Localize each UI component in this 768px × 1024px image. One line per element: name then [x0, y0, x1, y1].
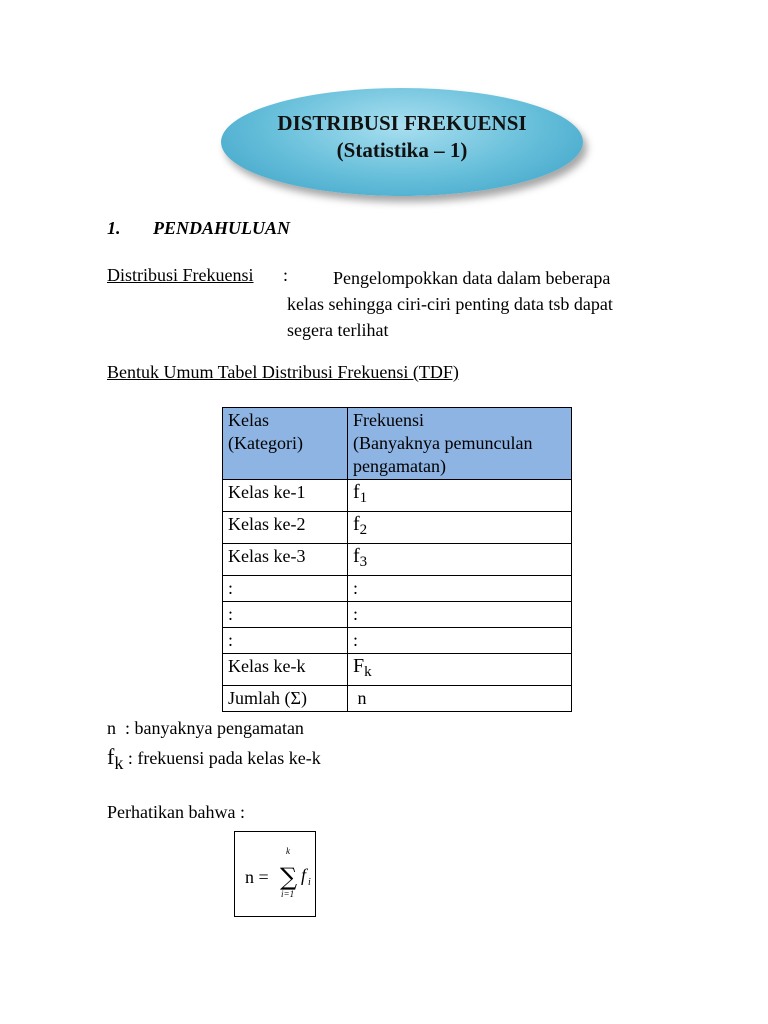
- row-kelas-total: Jumlah (Σ): [223, 686, 348, 712]
- header-frekuensi: [348, 408, 572, 480]
- section-number: 1.: [107, 218, 121, 238]
- row-frekuensi: :: [348, 602, 572, 628]
- note-fk: [107, 744, 321, 774]
- section-heading: [107, 218, 290, 239]
- row-frekuensi: [348, 544, 572, 576]
- header-frekuensi-line2: (Banyaknya pemunculan: [353, 433, 533, 453]
- table-heading: Bentuk Umum Tabel Distribusi Frekuensi (TDF): [107, 362, 459, 382]
- definition-colon: :: [283, 265, 289, 285]
- title-line2: (Statistika – 1): [336, 138, 468, 162]
- frequency-table: [222, 407, 572, 712]
- header-kelas: [223, 408, 348, 480]
- row-kelas: :: [223, 576, 348, 602]
- freq-symbol: F: [353, 655, 365, 677]
- row-kelas: :: [223, 602, 348, 628]
- freq-symbol: f: [353, 545, 360, 567]
- row-kelas: Kelas ke-k: [223, 654, 348, 686]
- freq-subscript: 3: [359, 554, 368, 570]
- formula-term: f: [301, 865, 307, 885]
- formula-term-subscript: i: [308, 877, 311, 888]
- row-frekuensi: :: [348, 576, 572, 602]
- note-n: n : banyaknya pengamatan: [107, 718, 304, 738]
- definition-body: [287, 265, 707, 343]
- freq-symbol: f: [353, 481, 360, 503]
- table-row: [223, 576, 572, 602]
- table-row: [223, 480, 572, 512]
- freq-symbol: f: [353, 513, 360, 535]
- table-row: [223, 512, 572, 544]
- formula-lhs: n =: [245, 867, 269, 887]
- row-frekuensi: :: [348, 628, 572, 654]
- table-row: [223, 654, 572, 686]
- table-row: [223, 628, 572, 654]
- row-frekuensi: [348, 654, 572, 686]
- definition-line3: segera terlihat: [287, 320, 389, 340]
- header-frekuensi-line1: Frekuensi: [353, 410, 424, 430]
- table-row: [223, 544, 572, 576]
- formula-svg: [235, 832, 315, 916]
- row-kelas: Kelas ke-3: [223, 544, 348, 576]
- title-line1: DISTRIBUSI FREKUENSI: [277, 111, 527, 135]
- note-fk-symbol: f: [107, 744, 115, 769]
- table-row-total: [223, 686, 572, 712]
- formula-lower-limit: i=1: [281, 889, 295, 899]
- definition-line1: Pengelompokkan data dalam beberapa: [333, 268, 611, 288]
- freq-subscript: 1: [359, 490, 368, 506]
- note-fk-text: : frekuensi pada kelas ke-k: [123, 748, 321, 768]
- formula-upper-limit: k: [286, 846, 290, 856]
- freq-subscript: 2: [359, 522, 368, 538]
- header-kelas-line1: Kelas: [228, 410, 269, 430]
- attention-text: Perhatikan bahwa :: [107, 802, 245, 822]
- formula-box: [234, 831, 316, 917]
- table-header-row: [223, 408, 572, 480]
- definition-line2: kelas sehingga ciri-ciri penting data tsb dapat: [287, 294, 613, 314]
- header-frekuensi-line3: pengamatan): [353, 456, 446, 476]
- row-kelas: :: [223, 628, 348, 654]
- freq-subscript: k: [364, 664, 372, 680]
- row-kelas: Kelas ke-2: [223, 512, 348, 544]
- row-frekuensi-total: n: [348, 686, 572, 712]
- title-text: [221, 110, 583, 164]
- note-fk-subscript: k: [114, 753, 124, 773]
- section-title: PENDAHULUAN: [153, 218, 291, 238]
- row-frekuensi: [348, 480, 572, 512]
- table-row: [223, 602, 572, 628]
- row-kelas: Kelas ke-1: [223, 480, 348, 512]
- formula-sum-symbol: ∑: [280, 863, 298, 891]
- row-frekuensi: [348, 512, 572, 544]
- header-kelas-line2: (Kategori): [228, 433, 303, 453]
- definition-term: Distribusi Frekuensi: [107, 265, 254, 285]
